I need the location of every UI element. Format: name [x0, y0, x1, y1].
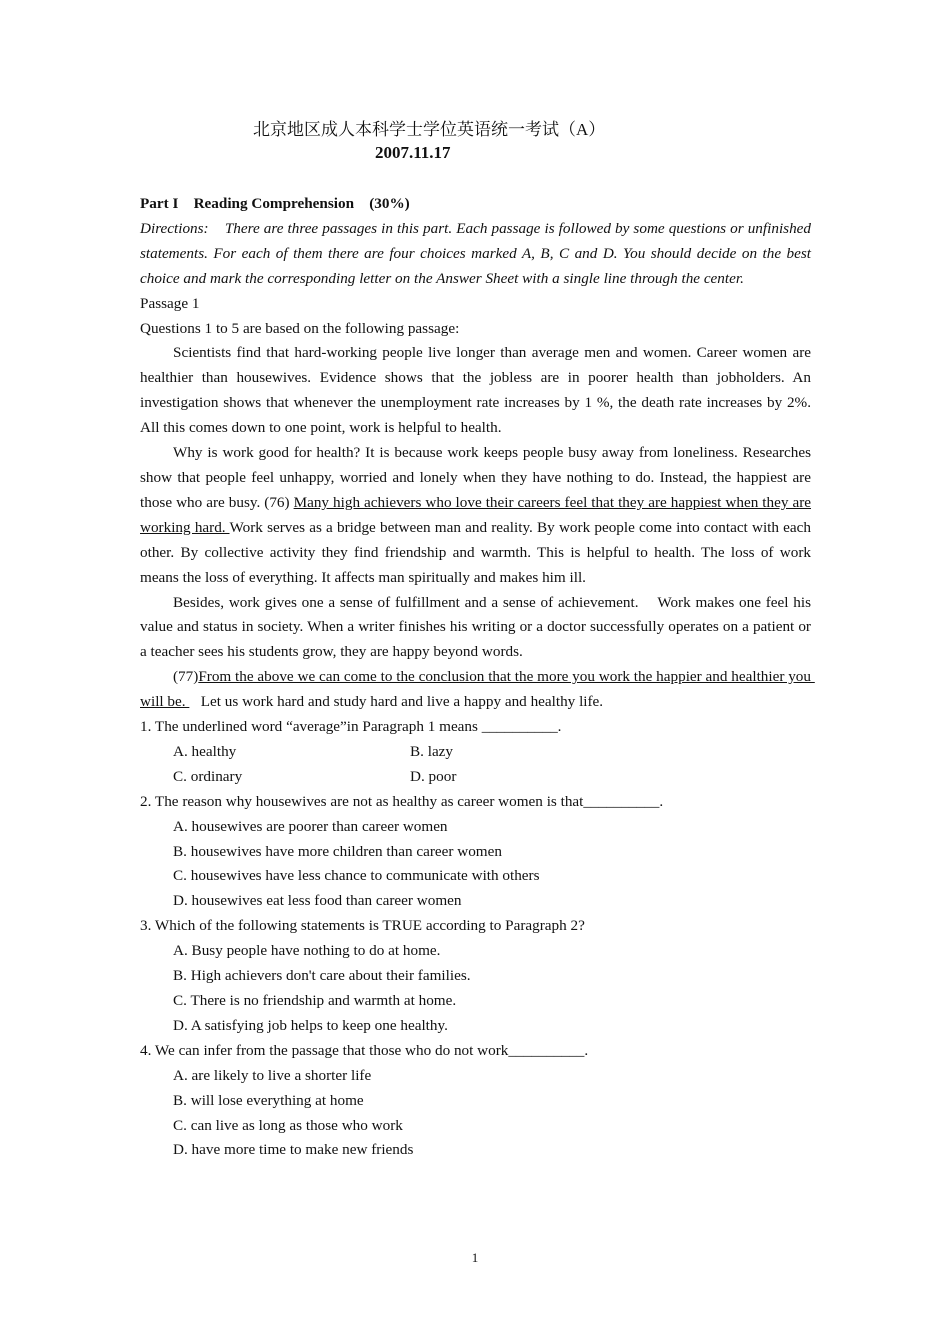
paragraph-2-start: Why is work good for health? It is because work keeps people busy away from loneliness. Researches show that people feel unhappy, worried and lonely when they have nothing to do. Instead, the happiest are those who are busy. (76): [140, 444, 811, 511]
option: A. healthy: [173, 742, 237, 760]
passage-intro: Questions 1 to 5 are based on the following passage:: [140, 319, 460, 337]
paragraph-4: [140, 665, 815, 715]
question-3-stem: 3. Which of the following statements is TRUE according to Paragraph 2?: [140, 917, 585, 935]
option: C. housewives have less chance to communicate with others: [173, 867, 540, 885]
question-1-options-row-2: [140, 765, 811, 790]
option: B. housewives have more children than career women: [173, 842, 502, 860]
paragraph-3: Besides, work gives one a sense of fulfillment and a sense of achievement. Work makes one feel his value and status in society. When a writer finishes his writing or a doctor successfully operates on a patient or a teacher sees his students grow, they are happy beyond words.: [140, 593, 815, 661]
paragraph-4-end: Let us work hard and study hard and live a happy and healthy life.: [189, 693, 604, 711]
paragraph-1: Scientists find that hard-working people live longer than average men and women. Career women are healthier than housewives. Evidence shows that the jobless are in poorer health than jobholders. An investigation shows that whenever the unemployment rate increases by 1 %, the death rate increases by 2%. All this comes down to one point, work is helpful to health.: [140, 344, 827, 437]
page-number: 1: [471, 1250, 479, 1265]
question-1-stem: 1. The underlined word “average”in Paragraph 1 means __________.: [140, 718, 562, 736]
question-4-stem: 4. We can infer from the passage that those who do not work__________.: [140, 1041, 589, 1059]
option: B. lazy: [410, 742, 454, 760]
option: B. will lose everything at home: [173, 1091, 364, 1109]
option: D. have more time to make new friends: [173, 1141, 414, 1159]
question-2-stem: 2. The reason why housewives are not as healthy as career women is that__________.: [140, 792, 664, 810]
question-1-options-row-1: [140, 740, 811, 765]
exam-date: 2007.11.17: [375, 143, 451, 162]
option: D. poor: [410, 767, 457, 785]
option: D. A satisfying job helps to keep one healthy.: [173, 1016, 448, 1034]
option: D. housewives eat less food than career women: [173, 892, 462, 910]
option: C. ordinary: [173, 767, 243, 785]
option: A. are likely to live a shorter life: [173, 1066, 372, 1084]
passage-label: Passage 1: [140, 294, 200, 312]
underlined-sentence-77: From the above we can come to the conclusion that the more you work the happier and healthier you will be.: [140, 668, 815, 711]
content: [140, 192, 827, 1163]
underlined-sentence-76: Many high achievers who love their careers feel that they are happiest when they are working hard.: [140, 493, 811, 536]
paragraph-2-end: Work serves as a bridge between man and reality. By work people come into contact with each other. By collective activity they find friendship and warmth. This is helpful to health. The loss of work means the loss of everything. It affects man spiritually and makes him ill.: [140, 518, 811, 586]
paragraph-2: [140, 441, 811, 590]
option: A. housewives are poorer than career women: [173, 817, 448, 835]
option: C. There is no friendship and warmth at home.: [173, 992, 457, 1009]
exam-title: 北京地区成人本科学士学位英语统一考试（A）: [253, 120, 606, 139]
option: A. Busy people have nothing to do at home.: [173, 942, 441, 960]
option: C. can live as long as those who work: [173, 1116, 403, 1134]
part-heading: Part I Reading Comprehension (30%): [140, 195, 410, 212]
paragraph-4-start: (77): [173, 668, 199, 686]
directions: Directions: There are three passages in this part. Each passage is followed by some questions or unfinished statements. For each of them there are four choices marked A, B, C and D. You should decide on the best choice and mark the corresponding letter on the Answer Sheet with a single line through the center.: [140, 219, 815, 287]
option: B. High achievers don't care about their families.: [173, 967, 471, 985]
